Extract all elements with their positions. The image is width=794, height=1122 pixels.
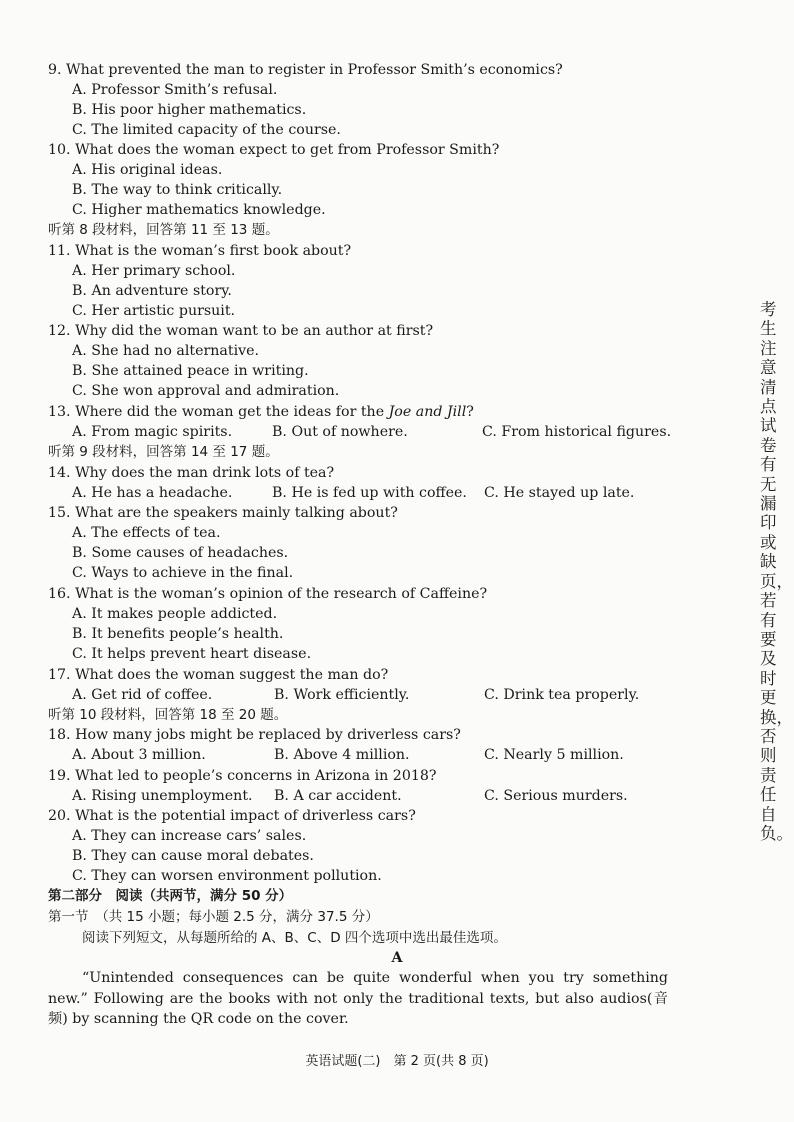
q12-option-b: B. She attained peace in writing. <box>72 363 309 379</box>
q18-option-c: C. Nearly 5 million. <box>484 747 624 763</box>
question-10: 10. What does the woman expect to get from Professor Smith? <box>48 142 500 158</box>
listening-heading-9: 听第 9 段材料，回答第 14 至 17 题。 <box>48 444 279 460</box>
q12-option-a: A. She had no alternative. <box>72 343 260 359</box>
q11-option-b: B. An adventure story. <box>72 283 232 299</box>
q13-option-b: B. Out of nowhere. <box>272 424 408 440</box>
question-20: 20. What is the potential impact of driverless cars? <box>48 808 416 824</box>
question-18: 18. How many jobs might be replaced by driverless cars? <box>48 727 461 743</box>
passage-paragraph: “Unintended consequences can be quite wonderful when you try something new.” Following are the books with not only the traditional texts, but also audios(音频) by scanning the QR code on the cover. <box>48 970 668 1027</box>
passage-letter: A <box>391 950 403 966</box>
q15-option-b: B. Some causes of headaches. <box>72 545 289 561</box>
listening-heading-8: 听第 8 段材料，回答第 11 至 13 题。 <box>48 222 279 238</box>
question-12: 12. Why did the woman want to be an author at first? <box>48 323 434 339</box>
side-notice: 考生注意清点试卷有无漏印或缺页，若有要及时更换，否则责任自负。 <box>760 300 793 843</box>
q13-stem-end: ? <box>466 404 474 420</box>
question-11: 11. What is the woman’s first book about? <box>48 243 352 259</box>
page-footer: 英语试题(二) 第 2 页(共 8 页) <box>305 1054 489 1069</box>
q10-option-a: A. His original ideas. <box>72 162 223 178</box>
q13-book-title: Joe and Jill <box>388 404 467 420</box>
question-17: 17. What does the woman suggest the man do? <box>48 667 389 683</box>
q9-option-b: B. His poor higher mathematics. <box>72 102 307 118</box>
q19-option-b: B. A car accident. <box>274 788 402 804</box>
q20-option-a: A. They can increase cars’ sales. <box>72 828 307 844</box>
q16-option-a: A. It makes people addicted. <box>72 606 278 622</box>
q10-option-c: C. Higher mathematics knowledge. <box>72 202 326 218</box>
question-9: 9. What prevented the man to register in Professor Smith’s economics? <box>48 62 563 78</box>
q16-option-b: B. It benefits people’s health. <box>72 626 284 642</box>
q19-option-c: C. Serious murders. <box>484 788 628 804</box>
q18-option-b: B. Above 4 million. <box>274 747 410 763</box>
q14-option-a: A. He has a headache. <box>72 485 233 501</box>
q16-option-c: C. It helps prevent heart disease. <box>72 646 312 662</box>
section-1-heading: 第一节 （共 15 小题；每小题 2.5 分，满分 37.5 分） <box>48 909 379 925</box>
q13-option-c: C. From historical figures. <box>482 424 672 440</box>
q17-option-a: A. Get rid of coffee. <box>72 687 213 703</box>
q13-option-a: A. From magic spirits. <box>72 424 233 440</box>
q11-option-c: C. Her artistic pursuit. <box>72 303 236 319</box>
q20-option-c: C. They can worsen environment pollution. <box>72 868 382 884</box>
q13-stem-text: 13. Where did the woman get the ideas for the <box>48 404 389 420</box>
q20-option-b: B. They can cause moral debates. <box>72 848 314 864</box>
q17-option-b: B. Work efficiently. <box>274 687 410 703</box>
q10-option-b: B. The way to think critically. <box>72 182 283 198</box>
q15-option-c: C. Ways to achieve in the final. <box>72 565 294 581</box>
q17-option-c: C. Drink tea properly. <box>484 687 640 703</box>
q11-option-a: A. Her primary school. <box>72 263 236 279</box>
question-19: 19. What led to people’s concerns in Arizona in 2018? <box>48 768 437 784</box>
q14-option-b: B. He is fed up with coffee. <box>272 485 467 501</box>
q19-option-a: A. Rising unemployment. <box>72 788 253 804</box>
q12-option-c: C. She won approval and admiration. <box>72 383 340 399</box>
question-14: 14. Why does the man drink lots of tea? <box>48 465 335 481</box>
question-15: 15. What are the speakers mainly talking about? <box>48 505 398 521</box>
question-16: 16. What is the woman’s opinion of the research of Caffeine? <box>48 586 488 602</box>
q14-option-c: C. He stayed up late. <box>484 485 635 501</box>
reading-instruction: 阅读下列短文，从每题所给的 A、B、C、D 四个选项中选出最佳选项。 <box>82 930 507 946</box>
listening-heading-10: 听第 10 段材料，回答第 18 至 20 题。 <box>48 707 288 723</box>
q9-option-a: A. Professor Smith’s refusal. <box>72 82 278 98</box>
question-13 <box>48 402 474 422</box>
q18-option-a: A. About 3 million. <box>72 747 206 763</box>
part-2-heading: 第二部分 阅读（共两节，满分 50 分） <box>48 888 293 904</box>
q9-option-c: C. The limited capacity of the course. <box>72 122 341 138</box>
q15-option-a: A. The effects of tea. <box>72 525 221 541</box>
